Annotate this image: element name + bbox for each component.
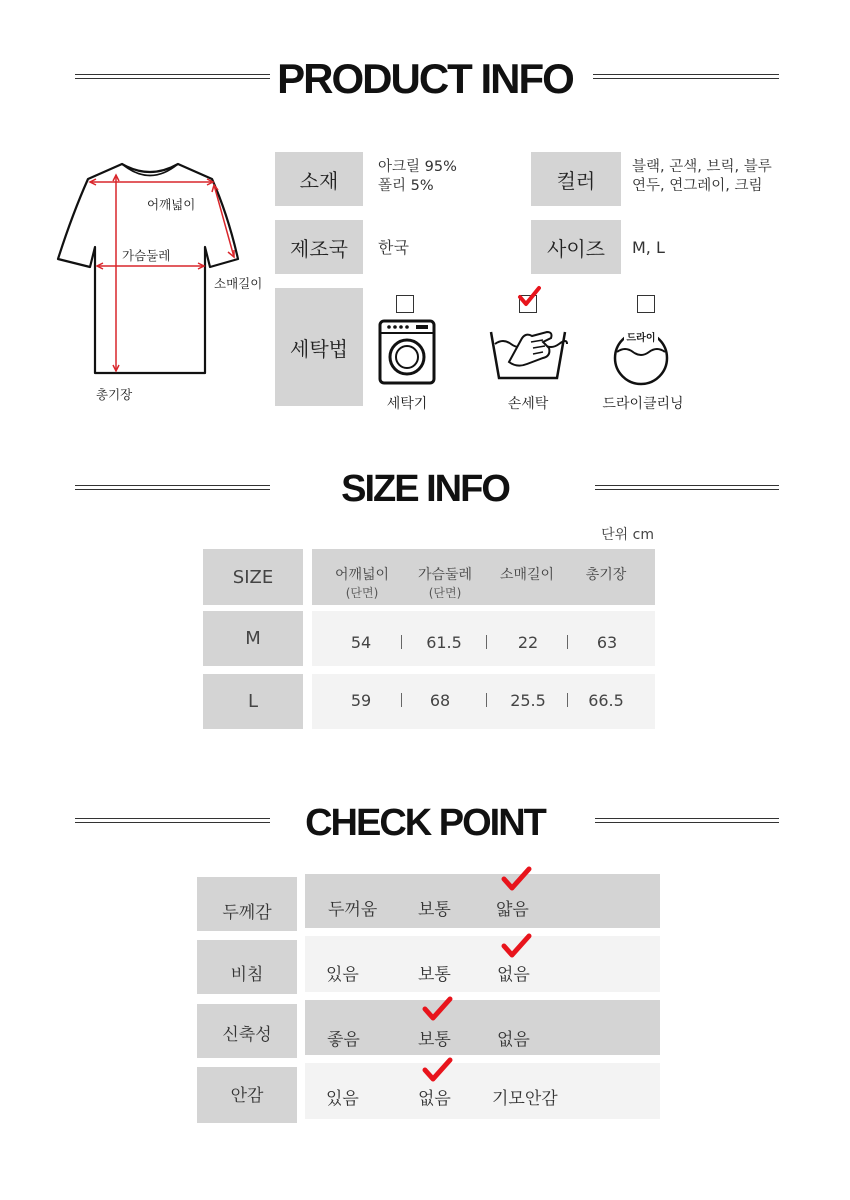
divider-line-right bbox=[595, 818, 779, 823]
hand-wash-icon bbox=[487, 322, 569, 384]
chest-column-header bbox=[413, 566, 477, 602]
transparency-option-yes[interactable]: 있음 bbox=[326, 965, 359, 985]
checkmark-icon bbox=[421, 996, 453, 1022]
shoulder-column-name: 어깨넓이 bbox=[334, 567, 390, 583]
machine-wash-checkbox[interactable] bbox=[396, 295, 414, 313]
sleeve-column-name: 소매길이 bbox=[499, 567, 555, 583]
shoulder-label: 어깨넓이 bbox=[147, 197, 196, 212]
dry-icon-text: 드라이 bbox=[626, 333, 656, 344]
origin-label: 제조국 bbox=[275, 220, 363, 274]
hand-wash-caption: 손세탁 bbox=[507, 396, 549, 412]
size-cell: 63 bbox=[596, 633, 618, 652]
dry-clean-caption: 드라이클리닝 bbox=[602, 396, 684, 412]
length-label: 총기장 bbox=[96, 387, 133, 402]
material-value-1: 아크릴 95% bbox=[378, 159, 457, 175]
lining-option-yes[interactable]: 있음 bbox=[326, 1089, 359, 1109]
size-label: 사이즈 bbox=[531, 220, 621, 274]
chest-column-sub: (단면) bbox=[428, 586, 462, 600]
length-column-header bbox=[574, 566, 638, 584]
product-info-title: PRODUCT INFO bbox=[277, 55, 573, 102]
thickness-option-thin[interactable]: 얇음 bbox=[496, 900, 529, 920]
divider-line-right bbox=[595, 485, 779, 490]
color-value-1: 블랙, 곤색, 브릭, 블루 bbox=[632, 159, 772, 175]
length-column-name: 총기장 bbox=[585, 567, 627, 583]
washing-machine-icon bbox=[378, 319, 436, 385]
tshirt-diagram-icon bbox=[50, 155, 250, 380]
cell-separator bbox=[401, 635, 402, 649]
transparency-label: 비침 bbox=[230, 965, 264, 985]
unit-label: 단위 cm bbox=[601, 527, 654, 543]
lining-label: 안감 bbox=[230, 1086, 264, 1106]
machine-wash-caption: 세탁기 bbox=[386, 396, 428, 412]
dry-clean-icon bbox=[612, 318, 670, 386]
lining-option-fleece[interactable]: 기모안감 bbox=[492, 1089, 558, 1109]
size-cell: 61.5 bbox=[426, 633, 462, 652]
shoulder-column-sub: (단면) bbox=[345, 586, 379, 600]
elasticity-option-good[interactable]: 좋음 bbox=[327, 1030, 360, 1050]
chest-label: 가슴둘레 bbox=[122, 248, 171, 263]
size-cell: 25.5 bbox=[510, 691, 546, 710]
cell-separator bbox=[401, 693, 402, 707]
color-label: 컬러 bbox=[531, 152, 621, 206]
check-point-title: CHECK POINT bbox=[305, 802, 545, 844]
size-cell: 68 bbox=[429, 691, 451, 710]
size-cell: 54 bbox=[350, 633, 372, 652]
checkmark-icon bbox=[500, 866, 532, 892]
color-value-2: 연두, 연그레이, 크림 bbox=[632, 178, 763, 194]
material-value-2: 폴리 5% bbox=[378, 178, 434, 194]
cell-separator bbox=[486, 693, 487, 707]
elasticity-option-none[interactable]: 없음 bbox=[497, 1030, 530, 1050]
cell-separator bbox=[567, 635, 568, 649]
size-cell: 22 bbox=[517, 633, 539, 652]
size-row-label: M bbox=[203, 611, 303, 666]
dry-clean-checkbox[interactable] bbox=[637, 295, 655, 313]
thickness-option-normal[interactable]: 보통 bbox=[418, 900, 451, 920]
elasticity-option-normal[interactable]: 보통 bbox=[418, 1030, 451, 1050]
origin-value: 한국 bbox=[378, 238, 409, 257]
size-cell: 66.5 bbox=[588, 691, 624, 710]
cell-separator bbox=[567, 693, 568, 707]
transparency-option-normal[interactable]: 보통 bbox=[418, 965, 451, 985]
checkmark-icon bbox=[517, 285, 541, 309]
size-header-cell: SIZE bbox=[203, 549, 303, 605]
checkmark-icon bbox=[421, 1057, 453, 1083]
size-cell: 59 bbox=[350, 691, 372, 710]
divider-line-right bbox=[593, 74, 779, 79]
size-info-title: SIZE INFO bbox=[341, 468, 509, 510]
thickness-option-thick[interactable]: 두꺼움 bbox=[328, 900, 378, 920]
lining-option-none[interactable]: 없음 bbox=[418, 1089, 451, 1109]
size-row-label: L bbox=[203, 674, 303, 729]
sleeve-column-header bbox=[495, 566, 559, 584]
chest-column-name: 가슴둘레 bbox=[417, 567, 473, 583]
cell-separator bbox=[486, 635, 487, 649]
material-label: 소재 bbox=[275, 152, 363, 206]
checkmark-icon bbox=[500, 933, 532, 959]
transparency-option-none[interactable]: 없음 bbox=[497, 965, 530, 985]
washing-label: 세탁법 bbox=[275, 288, 363, 406]
size-value: M, L bbox=[632, 238, 665, 257]
elasticity-label: 신축성 bbox=[222, 1025, 272, 1045]
thickness-label: 두께감 bbox=[222, 903, 272, 923]
shoulder-column-header bbox=[330, 566, 394, 602]
sleeve-label: 소매길이 bbox=[214, 276, 263, 291]
